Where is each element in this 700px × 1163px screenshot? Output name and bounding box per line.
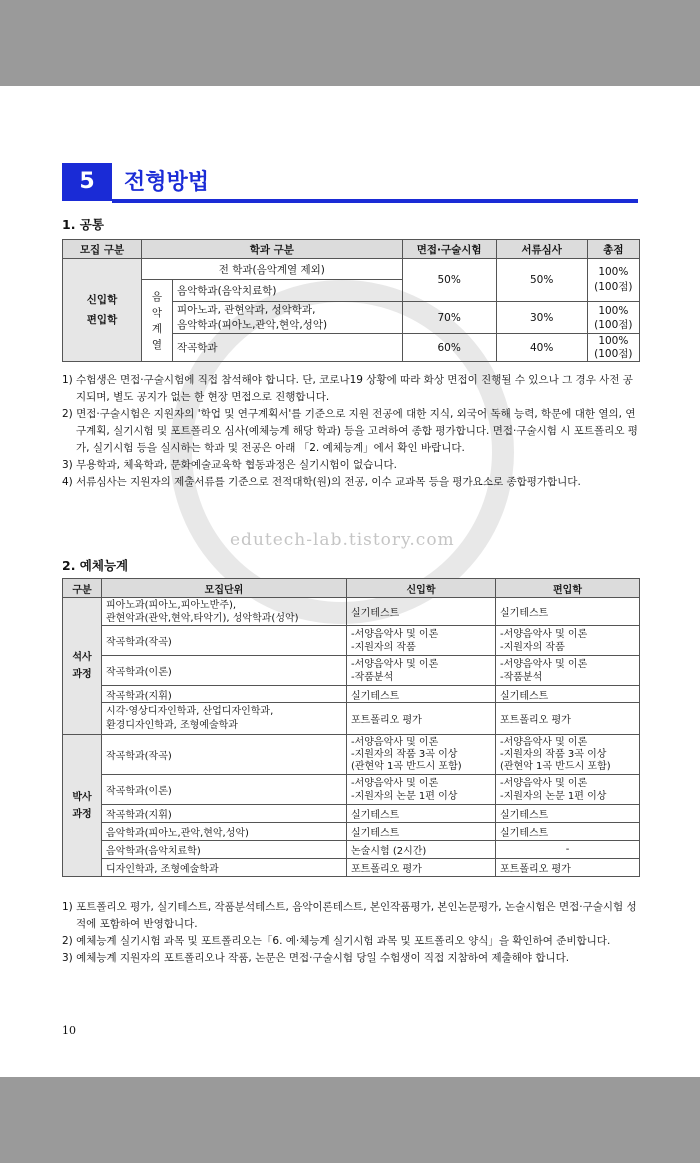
arts-table [62, 578, 640, 877]
transfer-cell: -서양음악사 및 이론 -지원자의 작품 [496, 626, 640, 656]
subsection-heading-arts: 2. 예체능계 [62, 558, 129, 573]
new-cell: 포트폴리오 평가 [347, 703, 496, 735]
transfer-cell: 실기테스트 [496, 805, 640, 823]
note-item: 3) 예체능계 지원자의 포트폴리오나 작품, 논문은 면접·구술시험 당일 수험생이 직접 지참하여 제출해야 합니다. [62, 952, 570, 964]
col-header: 총점 [587, 240, 639, 259]
arts-notes [62, 899, 640, 967]
subsection-heading-common: 1. 공통 [62, 217, 104, 232]
doctor-label: 박사 과정 [63, 735, 102, 877]
transfer-cell: 포트폴리오 평가 [496, 859, 640, 877]
col-header: 모집단위 [102, 579, 347, 598]
col-header: 학과 구분 [142, 240, 403, 259]
transfer-cell: 실기테스트 [496, 823, 640, 841]
col-header: 서류심사 [496, 240, 587, 259]
interview-cell: 50% [402, 259, 496, 302]
section-underline [112, 199, 638, 203]
unit-cell: 음악학과(피아노,관악,현악,성악) [102, 823, 347, 841]
new-cell: 포트폴리오 평가 [347, 859, 496, 877]
unit-cell: 디자인학과, 조형예술학과 [102, 859, 347, 877]
transfer-cell: 실기테스트 [496, 686, 640, 703]
unit-cell: 작곡학과(이론) [102, 775, 347, 805]
group-label: 신입학 편입학 [63, 259, 142, 362]
total-cell: 100% (100점) [587, 259, 639, 302]
dept-cell: 전 학과(음악계열 제외) [142, 259, 403, 280]
new-cell: 논술시험 (2시간) [347, 841, 496, 859]
unit-cell: 시각·영상디자인학과, 산업디자인학과, 환경디자인학과, 조형예술학과 [102, 703, 347, 735]
section-header [62, 163, 638, 203]
new-cell: 실기테스트 [347, 805, 496, 823]
transfer-cell: 포트폴리오 평가 [496, 703, 640, 735]
new-cell: -서양음악사 및 이론 -지원자의 논문 1편 이상 [347, 775, 496, 805]
note-item: 3) 무용학과, 체육학과, 문화예술교육학 협동과정은 실기시험이 없습니다. [62, 459, 397, 471]
docs-cell: 40% [496, 334, 587, 362]
dept-cell: 피아노과, 관현악과, 성악학과, 음악학과(피아노,관악,현악,성악) [173, 302, 403, 334]
transfer-cell: 실기테스트 [496, 598, 640, 626]
new-cell: 실기테스트 [347, 598, 496, 626]
common-notes [62, 372, 640, 491]
dept-cell: 작곡학과 [173, 334, 403, 362]
interview-cell: 60% [402, 334, 496, 362]
master-label: 석사 과정 [63, 598, 102, 735]
unit-cell: 작곡학과(작곡) [102, 735, 347, 775]
watermark-text: edutech-lab.tistory.com [230, 530, 455, 550]
col-header: 구분 [63, 579, 102, 598]
page-number: 10 [62, 1024, 76, 1037]
new-cell: 실기테스트 [347, 823, 496, 841]
viewer-bottom-bar [0, 1077, 700, 1163]
section-number: 5 [62, 163, 112, 201]
dept-cell: 음악학과(음악치료학) [173, 280, 403, 302]
note-item: 1) 수험생은 면접·구술시험에 직접 참석해야 합니다. 단, 코로나19 상황에 따라 화상 면접이 진행될 수 있으나 그 경우 사전 공지되며, 별도 공지가 없는 한 현장 면접으로 진행합니다. [62, 374, 633, 403]
section-title: 전형방법 [124, 170, 210, 195]
common-table [62, 239, 640, 362]
unit-cell: 음악학과(음악치료학) [102, 841, 347, 859]
unit-cell: 피아노과(피아노,피아노반주), 관현악과(관악,현악,타악기), 성악학과(성악) [102, 598, 347, 626]
new-cell: -서양음악사 및 이론 -지원자의 작품 [347, 626, 496, 656]
total-cell: 100% (100점) [587, 302, 639, 334]
unit-cell: 작곡학과(지휘) [102, 686, 347, 703]
new-cell: -서양음악사 및 이론 -작품분석 [347, 656, 496, 686]
note-item: 4) 서류심사는 지원자의 제출서류를 기준으로 전적대학(원)의 전공, 이수 교과목 등을 평가요소로 종합평가합니다. [62, 476, 581, 488]
transfer-cell: -서양음악사 및 이론 -작품분석 [496, 656, 640, 686]
col-header: 면접·구술시험 [402, 240, 496, 259]
unit-cell: 작곡학과(지휘) [102, 805, 347, 823]
note-item: 1) 포트폴리오 평가, 실기테스트, 작품분석테스트, 음악이론테스트, 본인작품평가, 본인논문평가, 논술시험은 면접·구술시험 성적에 포함하여 반영합니다. [62, 901, 637, 930]
new-cell: 실기테스트 [347, 686, 496, 703]
docs-cell: 50% [496, 259, 587, 302]
transfer-cell: - [496, 841, 640, 859]
total-cell: 100% (100점) [587, 334, 639, 362]
col-header: 편입학 [496, 579, 640, 598]
viewer-top-bar [0, 0, 700, 86]
new-cell: -서양음악사 및 이론 -지원자의 작품 3곡 이상 (관현악 1곡 반드시 포함) [347, 735, 496, 775]
note-item: 2) 예체능계 실기시험 과목 및 포트폴리오는「6. 예·체능계 실기시험 과목 및 포트폴리오 양식」을 확인하여 준비합니다. [62, 935, 611, 947]
music-group-label: 음 악 계 열 [142, 280, 173, 362]
col-header: 신입학 [347, 579, 496, 598]
unit-cell: 작곡학과(작곡) [102, 626, 347, 656]
transfer-cell: -서양음악사 및 이론 -지원자의 논문 1편 이상 [496, 775, 640, 805]
docs-cell: 30% [496, 302, 587, 334]
interview-cell: 70% [402, 302, 496, 334]
unit-cell: 작곡학과(이론) [102, 656, 347, 686]
transfer-cell: -서양음악사 및 이론 -지원자의 작품 3곡 이상 (관현악 1곡 반드시 포함) [496, 735, 640, 775]
note-item: 2) 면접·구술시험은 지원자의 '학업 및 연구계획서'를 기준으로 지원 전공에 대한 지식, 외국어 독해 능력, 학문에 대한 열의, 연구계획, 실기시험 및 포트폴리오 심사(예체능계 해당 학과) 등을 고려하여 종합 평가합니다. 면접·구술시험 시 포트폴리오 평가, 실기시험 등을 실시하는 학과 및 전공은 아래 「2. 예체능계」에서 확인 바랍니다. [62, 408, 638, 454]
col-header: 모집 구분 [63, 240, 142, 259]
